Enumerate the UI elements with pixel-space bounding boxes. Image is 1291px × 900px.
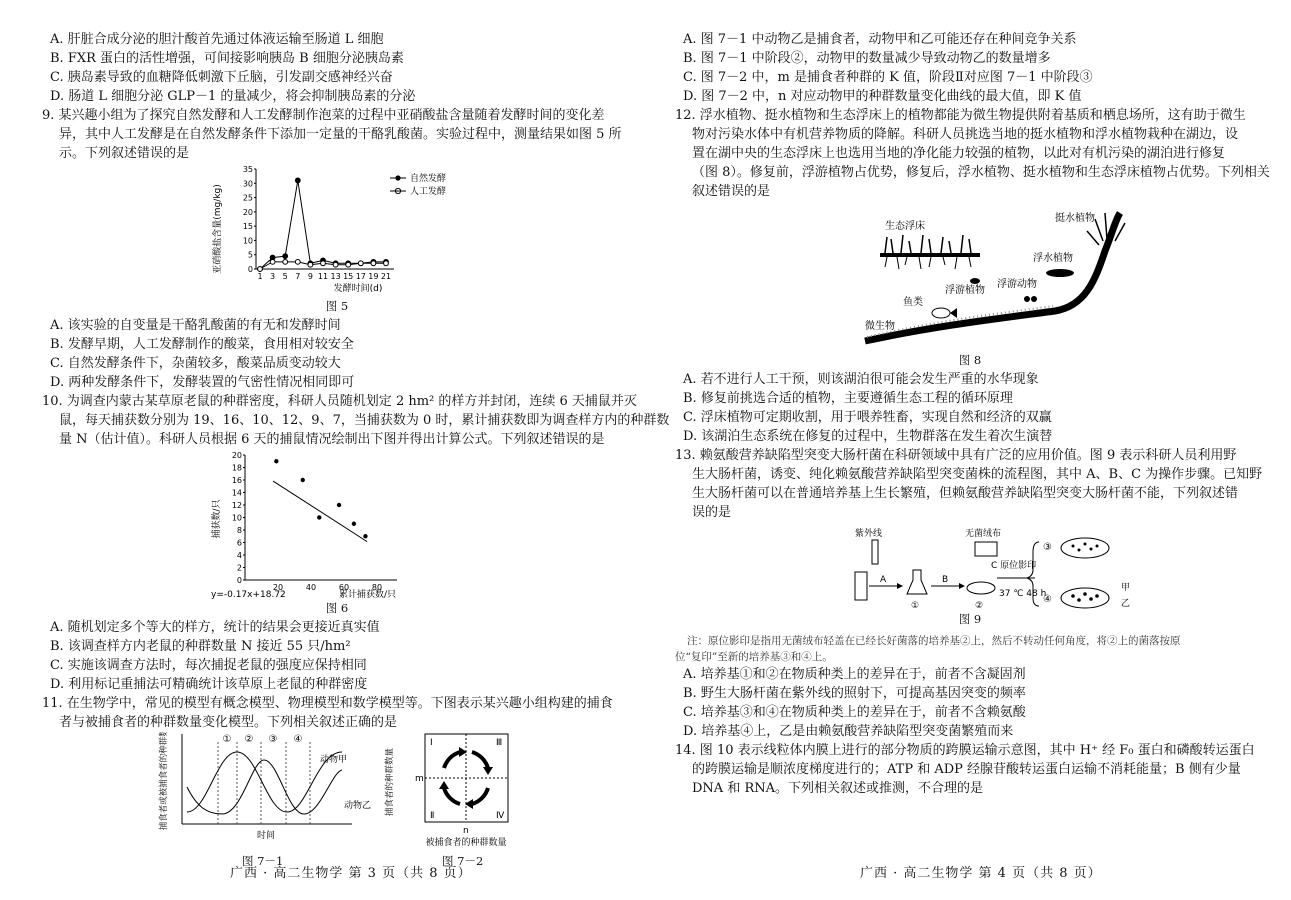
- q14-stem: [675, 741, 1265, 798]
- fig9-cond: 37 ℃ 48 h: [999, 589, 1047, 599]
- stem-line: 误的是: [692, 505, 732, 520]
- fig6-y-tick-label: 18: [231, 463, 242, 473]
- fig8-zooplankton: 浮游动物: [997, 279, 1037, 290]
- cycle-arrow: [444, 752, 460, 768]
- fig6-fit-line: [273, 481, 367, 542]
- stage-1: ①: [222, 734, 232, 745]
- stage-3: ③: [268, 734, 278, 745]
- q11-options: [675, 30, 1265, 106]
- fig5-series: [258, 178, 389, 271]
- fig5-artificial-point: [346, 262, 351, 267]
- fig9-jia: 甲: [1121, 583, 1131, 593]
- fig6-y-tick-label: 20: [231, 451, 242, 460]
- fig6-y-tick-label: 14: [231, 488, 242, 498]
- option: D. 肠道 L 细胞分泌 GLP－1 的量减少，将会抑制胰岛素的分泌: [50, 89, 416, 104]
- stem-line: 生大肠杆菌，诱变、纯化赖氨酸营养缺陷型突变菌株的流程图，其中 A、B、C 为操作步骤。已知野: [692, 467, 1263, 482]
- stem-line: 的跨膜运输是顺浓度梯度进行的；ATP 和 ADP 经腺苷酸转运蛋白运输不消耗能量；B 侧有少量: [692, 762, 1241, 777]
- fig72-caption: 图 7－2: [442, 854, 484, 868]
- fig5-artificial-point: [258, 267, 263, 272]
- fig9-b: B: [942, 575, 949, 585]
- q8-options: [42, 30, 632, 106]
- fig6-x-tick-label: 60: [338, 583, 350, 592]
- fig5-x-tick-label: 13: [330, 272, 341, 281]
- stage-4: ④: [293, 734, 303, 745]
- fig6-y-tick-label: 16: [231, 476, 242, 485]
- stem-line: 物对污染水体中有机营养物质的降解。科研人员挑选当地的挺水植物和浮水植物栽种在湖边，设: [692, 127, 1239, 142]
- figure-6: [42, 449, 632, 599]
- fig71-caption: 图 7－1: [242, 854, 284, 868]
- figure-7-diagrams: [42, 732, 642, 852]
- note-line: 位“复印”至新的培养基③和④上。: [675, 651, 833, 663]
- left-footer: 广西 · 高二生物学 第 3 页（共 8 页）: [230, 866, 472, 881]
- fig72-m: m: [415, 774, 424, 784]
- figure-5-chart: [212, 163, 462, 301]
- option: A. 该实验的自变量是干酪乳酸菌的有无和发酵时间: [50, 318, 341, 333]
- fig5-x-tick-label: 15: [343, 272, 354, 281]
- quadrant-4: Ⅳ: [496, 811, 505, 821]
- q12-stem: [675, 106, 1270, 201]
- stem-line: 叙述错误的是: [692, 184, 771, 199]
- arrowhead: [483, 767, 493, 775]
- option: B. 该调查样方内老鼠的种群数量 N 接近 55 只/hm²: [50, 639, 351, 654]
- fig9-n4: ④: [1043, 594, 1052, 605]
- fig6-y-tick-label: 4: [236, 551, 242, 560]
- fig6-y-tick-label: 10: [231, 513, 242, 523]
- phytoplankton-icon: [1031, 296, 1037, 302]
- fig5-artificial-point: [371, 261, 376, 266]
- option: B. 修复前挑选合适的植物，主要遵循生态工程的循环原理: [683, 391, 1013, 406]
- flask-icon: [907, 570, 927, 594]
- fish-tail-icon: [950, 308, 957, 318]
- fig5-y-tick-label: 15: [242, 222, 253, 232]
- test-tube-icon: [855, 572, 867, 600]
- option: A. 肝脏合成分泌的胆汁酸首先通过体液运输至肠道 L 细胞: [50, 32, 384, 47]
- right-column: [675, 30, 1270, 798]
- fig5-xlabel: 发酵时间(d): [333, 284, 383, 294]
- legend-artificial: 人工发酵: [410, 187, 447, 197]
- stem-line: 14. 图 10 表示线粒体内膜上进行的部分物质的跨膜运输示意图，其中 H⁺ 经 F₀ 蛋白和磷酸转运蛋白: [675, 743, 1255, 758]
- q12-options: [675, 370, 1265, 446]
- stem-line: （图 8）。修复前，浮游植物占优势，修复后，浮水植物、挺水植物和生态浮床植物占优势。下列相关: [692, 165, 1270, 180]
- plate-4-colonies: [1071, 592, 1099, 602]
- fig5-natural-point: [283, 254, 288, 259]
- fig5-y-tick-label: 0: [247, 265, 253, 274]
- fig8-emergent: 挺水植物: [1055, 213, 1095, 224]
- option: D. 两种发酵条件下，发酵装置的气密性情况相同即可: [50, 375, 355, 390]
- stem-line: 10. 为调查内蒙古某草原老鼠的种群密度，科研人员随机划定 2 hm² 的样方并封闭，连续 6 天捕鼠并灭: [42, 394, 637, 409]
- fig71-animal-b: 动物乙: [344, 801, 372, 811]
- fig8-microbe: 微生物: [865, 321, 895, 332]
- fig5-x-tick-label: 17: [355, 272, 366, 281]
- figure-9-diagram: [675, 522, 1275, 610]
- fig6-points: [274, 459, 368, 538]
- option: D. 该湖泊生态系统在修复的过程中，生物群落在发生着次生演替: [683, 429, 1053, 444]
- stem-line: 12. 浮水植物、挺水植物和生态浮床上的植物都能为微生物提供附着基质和栖息场所，这有助于微生: [675, 108, 1246, 123]
- fig5-artificial-point: [358, 261, 363, 266]
- fig5-y-tick-label: 10: [242, 236, 253, 246]
- fig6-x-tick-label: 20: [272, 583, 284, 592]
- figure-8-diagram: [675, 201, 1275, 351]
- option: A. 培养基①和②在物质种类上的差异在于，前者不含凝固剂: [683, 667, 1026, 682]
- stem-line: 者与被捕食者的种群数量变化模型。下列相关叙述正确的是: [59, 715, 398, 730]
- fig72-ylabel: 捕食者的种群数量: [385, 747, 395, 817]
- fig9-n3: ③: [1043, 542, 1052, 553]
- plate-4-icon: [1061, 588, 1109, 608]
- option: C. 自然发酵条件下，杂菌较多，酸菜品质变动较大: [50, 356, 341, 371]
- fig8-float-bed: 生态浮床: [885, 221, 925, 232]
- fig5-ylabel: 亚硝酸盐含量(mg/kg): [213, 184, 223, 274]
- fig5-y-tick-label: 35: [242, 165, 253, 174]
- figure-7: [42, 732, 632, 852]
- plate-3-icon: [1061, 538, 1109, 558]
- fig9-yi: 乙: [1121, 599, 1131, 609]
- fig5-x-tick-label: 19: [368, 272, 379, 281]
- fig8-fish: 鱼类: [903, 297, 923, 308]
- fig5-artificial-point: [384, 261, 389, 266]
- fig5-y-tick-label: 5: [247, 250, 253, 260]
- fig6-point: [301, 478, 305, 482]
- fig6-y-ticks: [232, 451, 245, 585]
- fig8-floating: 浮水植物: [1033, 253, 1073, 264]
- option: C. 培养基③和④在物质种类上的差异在于，前者不含赖氨酸: [683, 705, 1026, 720]
- fig72-n: n: [463, 826, 469, 836]
- q13-stem: [675, 446, 1265, 522]
- cycle-arrow: [472, 788, 488, 804]
- fig5-x-tick-label: 21: [380, 272, 392, 281]
- option: A. 若不进行人工干预，则该湖泊很可能会发生严重的水华现象: [683, 372, 1039, 387]
- fish-icon: [932, 308, 950, 318]
- stem-line: 示。下列叙述错误的是: [59, 146, 190, 161]
- fig6-y-tick-label: 0: [236, 576, 242, 585]
- fig5-y-tick-label: 30: [242, 179, 253, 189]
- fig6-x-tick-label: 40: [305, 583, 317, 592]
- option: A. 图 7－1 中动物乙是捕食者，动物甲和乙可能还存在种间竞争关系: [683, 32, 1077, 47]
- float-bed-raft: [880, 253, 980, 257]
- fig9-caption: 图 9: [958, 612, 982, 626]
- fig6-equation: y=-0.17x+18.72: [211, 590, 286, 599]
- stem-line: 异，其中人工发酵是在自然发酵条件下添加一定量的干酪乳酸菌。实验过程中，测量结果如图 5 所: [59, 127, 622, 142]
- fig6-point: [363, 534, 367, 538]
- floating-plant-leaf: [1046, 269, 1074, 277]
- stem-line: 9. 某兴趣小组为了探究自然发酵和人工发酵制作泡菜的过程中亚硝酸盐含量随着发酵时间的变化差: [42, 108, 605, 123]
- fig5-artificial-point: [283, 259, 288, 264]
- stage-2: ②: [244, 734, 254, 745]
- quadrant-2: Ⅱ: [430, 811, 435, 821]
- fig8-caption: 图 8: [958, 353, 982, 367]
- fig5-y-tick-label: 25: [242, 193, 253, 203]
- fig8-phytoplankton: 浮游植物: [945, 285, 985, 296]
- q9-options: [42, 316, 632, 392]
- option: B. 发酵早期，人工发酵制作的酸菜，食用相对较安全: [50, 337, 354, 352]
- stem-line: 量 N（估计值）。科研人员根据 6 天的捕鼠情况绘制出下图并得出计算公式。下列叙述错误的是: [59, 432, 605, 447]
- fig6-y-tick-label: 8: [236, 526, 242, 535]
- fig9-n2: ②: [975, 601, 984, 610]
- q10-stem: [42, 392, 670, 449]
- fig5-series-line: [260, 180, 386, 269]
- option: D. 培养基④上，乙是由赖氨酸营养缺陷型突变菌繁殖而来: [683, 724, 1014, 739]
- cycle-arrow: [472, 752, 488, 768]
- float-bed-plants: [885, 235, 971, 253]
- fig5-artificial-point: [308, 262, 313, 267]
- velvet-icon: [975, 542, 997, 556]
- figure-8: [675, 201, 1265, 351]
- fig5-x-tick-label: 5: [282, 272, 288, 281]
- option: C. 实施该调查方法时，每次捕捉老鼠的强度应保持相同: [50, 658, 367, 673]
- fig9-n1: ①: [911, 601, 920, 610]
- q11-stem: [42, 694, 632, 732]
- quadrant-3: Ⅲ: [496, 738, 503, 748]
- fig5-artificial-point: [270, 259, 275, 264]
- figure-5: [42, 163, 632, 301]
- fig6-caption: 图 6: [325, 601, 349, 615]
- plate-2-icon: [967, 582, 995, 594]
- fig72-xlabel: 被捕食者的种群数量: [425, 838, 507, 848]
- fig5-natural-point: [295, 178, 300, 183]
- fig9-note: [675, 633, 1265, 665]
- fig5-x-tick-label: 7: [295, 272, 301, 281]
- fig6-point: [317, 515, 321, 519]
- q10-options: [42, 618, 632, 694]
- fig5-artificial-point: [333, 262, 338, 267]
- zooplankton-icon: [970, 278, 980, 284]
- fig71-ylabel: 捕食者或被捕食者的种群数量: [159, 732, 169, 831]
- option: C. 图 7－2 中，m 是捕食者种群的 K 值，阶段Ⅱ对应图 7－1 中阶段③: [683, 70, 1093, 85]
- fig6-y-tick-label: 12: [231, 501, 242, 510]
- fig9-a: A: [880, 575, 887, 585]
- option: B. FXR 蛋白的活性增强，可间接影响胰岛 B 细胞分泌胰岛素: [50, 51, 404, 66]
- legend-natural: 自然发酵: [410, 174, 447, 184]
- option: A. 随机划定多个等大的样方，统计的结果会更接近真实值: [50, 620, 380, 635]
- stem-line: 鼠，每天捕获数分别为 19、16、10、12、9、7，当捕获数为 0 时，累计捕获数即为调查样方内的种群数: [59, 413, 670, 428]
- fig6-y-tick-label: 2: [236, 563, 242, 573]
- figure-9: [675, 522, 1265, 610]
- fig5-x-tick-label: 3: [270, 272, 276, 281]
- stem-line: 13. 赖氨酸营养缺陷型突变大肠杆菌在科研领域中具有广泛的应用价值。图 9 表示科研人员利用野: [675, 448, 1237, 463]
- fig71-xlabel: 时间: [256, 831, 276, 841]
- right-footer: 广西 · 高二生物学 第 4 页（共 8 页）: [860, 866, 1102, 881]
- stem-line: 置在湖中央的生态浮床上也选用当地的净化能力较强的植物，以此对有机污染的湖泊进行修复: [692, 146, 1226, 161]
- plate-3-colonies: [1072, 543, 1099, 552]
- option: B. 野生大肠杆菌在紫外线的照射下，可提高基因突变的频率: [683, 686, 1026, 701]
- fig9-uv: 紫外线: [855, 529, 883, 539]
- fig6-point: [274, 459, 278, 463]
- fig5-x-tick-label: 11: [317, 272, 329, 281]
- option: D. 图 7－2 中，n 对应动物甲的种群数量变化曲线的最大值，即 K 值: [683, 89, 1082, 104]
- option: C. 胰岛素导致的血糖降低刺激下丘脑，引发副交感神经兴奋: [50, 70, 393, 85]
- float-bed-roots: [885, 257, 971, 269]
- fig5-artificial-point: [321, 261, 326, 266]
- fig5-y-tick-label: 20: [242, 207, 253, 217]
- option: D. 利用标记重捕法可精确统计该草原上老鼠的种群密度: [50, 677, 368, 692]
- lake-bank: [865, 213, 1120, 341]
- left-column: [42, 30, 670, 870]
- fig6-xlabel: 累计捕获数/只: [339, 590, 397, 599]
- fig6-point: [337, 503, 341, 507]
- stem-line: 11. 在生物学中，常见的模型有概念模型、物理模型和数学模型等。下图表示某兴趣小组构建的捕食: [42, 696, 613, 711]
- fig71-animal-a: 动物甲: [320, 755, 348, 765]
- arrowhead: [959, 583, 965, 589]
- fig5-x-tick-label: 1: [257, 272, 263, 281]
- quadrant-1: Ⅰ: [430, 738, 433, 748]
- fig9-c: C 原位影印: [991, 561, 1037, 571]
- fig9-velvet: 无菌绒布: [965, 529, 1002, 539]
- arrowhead: [439, 781, 449, 789]
- cycle-arrow: [444, 788, 460, 804]
- stem-line: 生大肠杆菌可以在普通培养基上生长繁殖，但赖氨酸营养缺陷型突变大肠杆菌不能，下列叙述错: [692, 486, 1239, 501]
- fig6-point: [352, 522, 356, 526]
- fig6-y-tick-label: 6: [236, 538, 242, 548]
- option: B. 图 7－1 中阶段②，动物甲的数量减少导致动物乙的数量增多: [683, 51, 1051, 66]
- option: C. 浮床植物可定期收割，用于喂养牲畜，实现自然和经济的双赢: [683, 410, 1052, 425]
- fig6-ylabel: 捕获数/只: [212, 499, 222, 539]
- phytoplankton-icon: [1024, 296, 1030, 302]
- fig5-caption: 图 5: [325, 299, 349, 313]
- figure-6-chart: [207, 449, 467, 599]
- arrowhead: [897, 583, 903, 589]
- uv-lamp-icon: [872, 540, 878, 564]
- note-line: 注：原位影印是指用无菌绒布轻盖在已经长好菌落的培养基②上，然后不转动任何角度，将②上的菌落按原: [687, 635, 1181, 647]
- q13-options: [675, 665, 1265, 741]
- q9-stem: [42, 106, 632, 163]
- fig5-x-tick-label: 9: [307, 272, 313, 281]
- fig5-artificial-point: [295, 259, 300, 264]
- fig6-x-tick-label: 80: [371, 583, 383, 592]
- fig5-x-ticks: [257, 272, 391, 281]
- stem-line: DNA 和 RNA。下列相关叙述或推测，不合理的是: [692, 781, 984, 796]
- fig5-y-ticks: [243, 165, 256, 274]
